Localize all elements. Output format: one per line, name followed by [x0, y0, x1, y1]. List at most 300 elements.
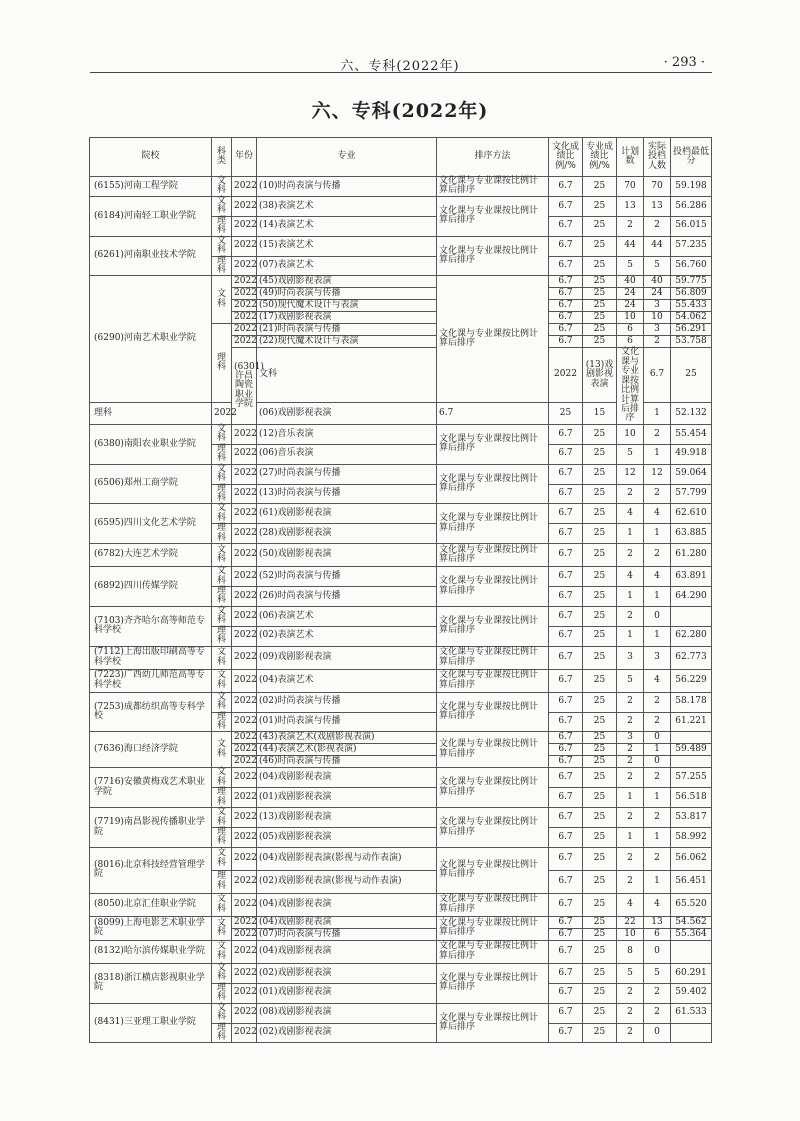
cell-major: (46)时尚表演与传播 [257, 756, 437, 768]
cell-ranking-method: 6.7 [437, 402, 549, 424]
cell-year: 2022 [232, 177, 257, 197]
cell-category: 文科 [212, 963, 232, 983]
cell-min-score: 57.255 [671, 768, 712, 788]
cell-major-ratio: 25 [583, 916, 617, 928]
cell-min-score: 59.198 [671, 177, 712, 197]
cell-category: 理科 [212, 828, 232, 848]
cell-major: (14)表演艺术 [257, 216, 437, 236]
table-row [90, 196, 712, 216]
cell-min-score: 62.773 [671, 646, 712, 669]
cell-category: 理科 [212, 1023, 232, 1043]
cell-actual-admitted: 2 [644, 216, 671, 236]
cell-year: 2022 [232, 312, 257, 324]
cell-culture-ratio: 6.7 [549, 336, 583, 348]
cell-culture-ratio: 6.7 [549, 464, 583, 484]
cell-actual-admitted: 2 [644, 1003, 671, 1023]
running-title: 六、专科(2022年) [340, 59, 460, 74]
cell-min-score: 53.817 [671, 808, 712, 828]
cell-min-score: 56.760 [671, 256, 712, 276]
cell-year: 2022 [232, 940, 257, 963]
cell-major-ratio: 25 [583, 626, 617, 646]
cell-min-score: 55.433 [671, 300, 712, 312]
cell-category: 文科 [212, 847, 232, 870]
cell-culture-ratio: 6.7 [549, 276, 583, 288]
cell-ranking-method: 文化课与专业课按比例计算后排序 [437, 567, 549, 607]
cell-min-score: 25 [671, 348, 712, 402]
cell-major: 文科 [257, 348, 437, 402]
cell-actual-admitted: 0 [644, 940, 671, 963]
table-row [90, 1003, 712, 1023]
cell-actual-admitted: 5 [644, 963, 671, 983]
cell-culture-ratio: 6.7 [549, 524, 583, 544]
cell-culture-ratio: 6.7 [549, 808, 583, 828]
cell-plan-count: 2 [617, 768, 644, 788]
cell-ranking-method: 文化课与专业课按比例计算后排序 [437, 916, 549, 940]
cell-major: (50)戏剧影视表演 [257, 544, 437, 567]
cell-year: 2022 [232, 256, 257, 276]
cell-culture-ratio: 6.7 [549, 1023, 583, 1043]
cell-plan-count: 6 [617, 336, 644, 348]
cell-year: 2022 [232, 524, 257, 544]
cell-actual-admitted: 10 [644, 312, 671, 324]
cell-major-ratio: 25 [583, 606, 617, 626]
table-row [90, 276, 712, 288]
cell-major-ratio: 25 [583, 288, 617, 300]
cell-plan-count: 5 [617, 444, 644, 464]
cell-major: (04)表演艺术 [257, 669, 437, 692]
cell-category: 文科 [212, 464, 232, 484]
cell-year: 2022 [232, 983, 257, 1003]
cell-major: (02)戏剧影视表演 [257, 1023, 437, 1043]
cell-major-ratio: 25 [583, 940, 617, 963]
cell-actual-admitted: 13 [644, 916, 671, 928]
cell-major-ratio: 25 [583, 587, 617, 607]
cell-year: 2022 [232, 808, 257, 828]
cell-year: 2022 [232, 692, 257, 712]
cell-year: 2022 [232, 544, 257, 567]
cell-plan-count: 3 [617, 732, 644, 744]
cell-major: (01)时尚表演与传播 [257, 712, 437, 732]
cell-major: (21)时尚表演与传播 [257, 324, 437, 336]
cell-plan-count: 文化课与专业课按比例计算后排序 [617, 348, 644, 425]
cell-culture-ratio: 6.7 [549, 828, 583, 848]
cell-major-ratio: 25 [583, 336, 617, 348]
cell-min-score [671, 1023, 712, 1043]
table-row [90, 177, 712, 197]
cell-major-ratio: 25 [583, 646, 617, 669]
cell-year: 2022 [232, 788, 257, 808]
cell-plan-count: 1 [617, 587, 644, 607]
cell-year: 2022 [232, 928, 257, 940]
cell-major: (02)表演艺术 [257, 626, 437, 646]
table-row [90, 847, 712, 870]
cell-category: 文科 [212, 424, 232, 444]
cell-major-ratio: 25 [583, 828, 617, 848]
cell-category: 理科 [212, 983, 232, 1003]
cell-culture-ratio: 6.7 [549, 216, 583, 236]
cell-ranking-method: 文化课与专业课按比例计算后排序 [437, 669, 549, 692]
cell-culture-ratio: 6.7 [549, 606, 583, 626]
cell-major-ratio: 25 [583, 276, 617, 288]
cell-culture-ratio: 6.7 [549, 567, 583, 587]
cell-actual-admitted: 2 [644, 983, 671, 1003]
cell-major: (61)戏剧影视表演 [257, 504, 437, 524]
cell-min-score [671, 606, 712, 626]
table-row [90, 692, 712, 712]
cell-actual-admitted: 40 [644, 276, 671, 288]
cell-min-score: 61.280 [671, 544, 712, 567]
table-row [90, 606, 712, 626]
cell-institution: 理科 [90, 402, 212, 424]
cell-min-score: 59.775 [671, 276, 712, 288]
cell-institution: (6380)南阳农业职业学院 [90, 424, 212, 464]
cell-culture-ratio: 6.7 [549, 963, 583, 983]
cell-year: 2022 [232, 712, 257, 732]
cell-category: 文科 [212, 646, 232, 669]
cell-plan-count: 2 [617, 712, 644, 732]
cell-category: 2022 [212, 402, 232, 424]
cell-min-score: 56.518 [671, 788, 712, 808]
cell-year: 2022 [232, 236, 257, 256]
cell-year: 2022 [232, 587, 257, 607]
cell-ranking-method: 文化课与专业课按比例计算后排序 [437, 768, 549, 808]
cell-plan-count: 1 [617, 788, 644, 808]
cell-major-ratio: 25 [583, 692, 617, 712]
cell-major: (27)时尚表演与传播 [257, 464, 437, 484]
cell-category: 文科 [212, 669, 232, 692]
cell-min-score: 49.918 [671, 444, 712, 464]
cell-category: 文科 [212, 567, 232, 587]
cell-institution: (8016)北京科技经营管理学院 [90, 847, 212, 893]
cell-category: 文科 [212, 692, 232, 712]
cell-min-score [671, 940, 712, 963]
cell-category: 文科 [212, 196, 232, 216]
cell-plan-count: 10 [617, 312, 644, 324]
cell-year: 2022 [232, 1023, 257, 1043]
cell-ranking-method: 文化课与专业课按比例计算后排序 [437, 893, 549, 916]
table-row [90, 893, 712, 916]
table-row [90, 544, 712, 567]
cell-culture-ratio: 6.7 [549, 312, 583, 324]
cell-major-ratio: 25 [583, 928, 617, 940]
table-row [90, 236, 712, 256]
cell-culture-ratio: 6.7 [549, 669, 583, 692]
cell-major-ratio: 25 [583, 788, 617, 808]
cell-major: (04)戏剧影视表演 [257, 768, 437, 788]
cell-year: 2022 [232, 669, 257, 692]
cell-actual-admitted: 0 [644, 732, 671, 744]
cell-major: (04)戏剧影视表演 [257, 940, 437, 963]
cell-ranking-method: 文化课与专业课按比例计算后排序 [437, 1003, 549, 1043]
cell-institution: (6892)四川传媒学院 [90, 567, 212, 607]
cell-actual-admitted: 1 [644, 444, 671, 464]
cell-min-score: 59.064 [671, 464, 712, 484]
cell-category: 理科 [212, 216, 232, 236]
cell-actual-admitted: 2 [644, 808, 671, 828]
cell-plan-count: 2 [617, 216, 644, 236]
cell-culture-ratio: 6.7 [549, 236, 583, 256]
cell-culture-ratio: 6.7 [549, 893, 583, 916]
cell-min-score: 65.520 [671, 893, 712, 916]
cell-min-score: 52.132 [671, 402, 712, 424]
cell-institution: (8318)浙江横店影视职业学院 [90, 963, 212, 1003]
cell-actual-admitted: 0 [644, 1023, 671, 1043]
cell-year: 2022 [232, 276, 257, 288]
table-row [90, 669, 712, 692]
cell-culture-ratio: 6.7 [549, 324, 583, 336]
cell-category: 理科 [212, 870, 232, 893]
cell-ranking-method: 文化课与专业课按比例计算后排序 [437, 464, 549, 504]
cell-institution: (6155)河南工程学院 [90, 177, 212, 197]
col-year: 年份 [232, 138, 257, 177]
cell-institution: (6261)河南职业技术学院 [90, 236, 212, 276]
cell-actual-admitted: 1 [644, 524, 671, 544]
cell-category: 理科 [212, 484, 232, 504]
cell-category: 理科 [212, 444, 232, 464]
cell-culture-ratio: 6.7 [549, 424, 583, 444]
cell-major-ratio: 25 [583, 870, 617, 893]
cell-culture-ratio: 6.7 [549, 928, 583, 940]
cell-plan-count: 4 [617, 504, 644, 524]
page-title: 六、专科(2022年) [311, 100, 489, 122]
cell-major: (02)戏剧影视表演 [257, 963, 437, 983]
cell-category: 文科 [212, 276, 232, 324]
cell-min-score: 56.229 [671, 669, 712, 692]
table-row [90, 424, 712, 444]
cell-plan-count: 2 [617, 744, 644, 756]
cell-major-ratio: 25 [583, 768, 617, 788]
cell-actual-admitted: 2 [644, 847, 671, 870]
cell-plan-count: 2 [617, 870, 644, 893]
cell-major-ratio: 25 [583, 544, 617, 567]
cell-plan-count: 4 [617, 893, 644, 916]
cell-major: (22)现代魔术设计与表演 [257, 336, 437, 348]
cell-ranking-method: 文化课与专业课按比例计算后排序 [437, 963, 549, 1003]
cell-min-score: 64.290 [671, 587, 712, 607]
cell-major: (08)戏剧影视表演 [257, 1003, 437, 1023]
cell-major: (13)时尚表演与传播 [257, 484, 437, 504]
cell-culture-ratio: 6.7 [549, 484, 583, 504]
cell-institution: (6506)郑州工商学院 [90, 464, 212, 504]
cell-min-score: 58.178 [671, 692, 712, 712]
cell-institution: (7112)上海出版印刷高等专科学校 [90, 646, 212, 669]
cell-year: 2022 [232, 424, 257, 444]
cell-year: 2022 [232, 484, 257, 504]
cell-year: 2022 [232, 847, 257, 870]
cell-plan-count: 3 [617, 646, 644, 669]
cell-actual-admitted: 12 [644, 464, 671, 484]
cell-plan-count: 24 [617, 288, 644, 300]
cell-actual-admitted: 24 [644, 288, 671, 300]
cell-year: 2022 [232, 504, 257, 524]
cell-plan-count: 2 [617, 544, 644, 567]
cell-plan-count: 2 [617, 808, 644, 828]
cell-category: 文科 [212, 177, 232, 197]
cell-major-ratio: 25 [583, 1023, 617, 1043]
header-row [90, 138, 712, 177]
cell-major: (45)戏剧影视表演 [257, 276, 437, 288]
cell-actual-admitted: 4 [644, 893, 671, 916]
cell-ranking-method: 文化课与专业课按比例计算后排序 [437, 236, 549, 276]
cell-min-score: 55.364 [671, 928, 712, 940]
cell-year: 2022 [232, 646, 257, 669]
cell-category: 理科 [212, 256, 232, 276]
cell-min-score: 53.758 [671, 336, 712, 348]
cell-major: (07)时尚表演与传播 [257, 928, 437, 940]
cell-actual-admitted: 3 [644, 300, 671, 312]
cell-major-ratio: 25 [583, 444, 617, 464]
cell-actual-admitted: 70 [644, 177, 671, 197]
cell-actual-admitted: 2 [644, 336, 671, 348]
cell-min-score [671, 756, 712, 768]
cell-year: 2022 [232, 1003, 257, 1023]
cell-ranking-method: 文化课与专业课按比例计算后排序 [437, 544, 549, 567]
cell-plan-count: 5 [617, 669, 644, 692]
cell-major-ratio: 25 [583, 300, 617, 312]
cell-year: 2022 [232, 893, 257, 916]
cell-major-ratio: 25 [583, 712, 617, 732]
cell-major: (12)音乐表演 [257, 424, 437, 444]
cell-major: (13)戏剧影视表演 [257, 808, 437, 828]
cell-actual-admitted: 3 [644, 324, 671, 336]
cell-culture-ratio: 6.7 [549, 196, 583, 216]
cell-category: 文科 [212, 732, 232, 768]
cell-category: 文科 [212, 1003, 232, 1023]
cell-category: 文科 [212, 544, 232, 567]
cell-major-ratio: 25 [583, 524, 617, 544]
table-row [90, 567, 712, 587]
cell-institution: (7253)成都纺织高等专科学校 [90, 692, 212, 732]
cell-year: 2022 [232, 288, 257, 300]
cell-min-score: 56.015 [671, 216, 712, 236]
cell-min-score [671, 732, 712, 744]
cell-plan-count: 1 [617, 828, 644, 848]
cell-actual-admitted: 2 [644, 484, 671, 504]
cell-institution: (6782)大连艺术学院 [90, 544, 212, 567]
cell-ranking-method: 文化课与专业课按比例计算后排序 [437, 606, 549, 646]
cell-ranking-method: 文化课与专业课按比例计算后排序 [437, 808, 549, 848]
cell-actual-admitted: 2 [644, 692, 671, 712]
cell-year: 2022 [232, 444, 257, 464]
cell-plan-count: 10 [617, 928, 644, 940]
cell-major-ratio: 25 [583, 256, 617, 276]
cell-plan-count: 8 [617, 940, 644, 963]
cell-institution: (7716)安徽黄梅戏艺术职业学院 [90, 768, 212, 808]
cell-category: 理科 [212, 524, 232, 544]
cell-ranking-method: 文化课与专业课按比例计算后排序 [437, 504, 549, 544]
cell-actual-admitted: 1 [644, 788, 671, 808]
cell-category: 理科 [212, 712, 232, 732]
cell-actual-admitted: 2 [644, 424, 671, 444]
cell-major: (04)戏剧影视表演(影视与动作表演) [257, 847, 437, 870]
cell-plan-count: 70 [617, 177, 644, 197]
cell-major-ratio: 25 [583, 893, 617, 916]
cell-major: (52)时尚表演与传播 [257, 567, 437, 587]
cell-actual-admitted: 2 [644, 544, 671, 567]
cell-ranking-method: 文化课与专业课按比例计算后排序 [437, 940, 549, 963]
cell-major: (26)时尚表演与传播 [257, 587, 437, 607]
cell-plan-count: 4 [617, 567, 644, 587]
cell-min-score: 57.235 [671, 236, 712, 256]
cell-culture-ratio: 6.7 [549, 300, 583, 312]
cell-min-score: 61.221 [671, 712, 712, 732]
cell-year: 2022 [232, 732, 257, 744]
cell-culture-ratio: 6.7 [549, 847, 583, 870]
cell-institution: (6290)河南艺术职业学院 [90, 276, 212, 402]
cell-year: 2022 [232, 626, 257, 646]
cell-institution: (7719)南昌影视传播职业学院 [90, 808, 212, 848]
cell-min-score: 63.885 [671, 524, 712, 544]
cell-ranking-method: 文化课与专业课按比例计算后排序 [437, 424, 549, 464]
cell-actual-admitted: 4 [644, 669, 671, 692]
col-major: 专业 [257, 138, 437, 177]
cell-major: (06)音乐表演 [257, 444, 437, 464]
cell-ranking-method: 文化课与专业课按比例计算后排序 [437, 732, 549, 768]
cell-major-ratio: 25 [583, 324, 617, 336]
cell-major: (05)戏剧影视表演 [257, 828, 437, 848]
cell-institution: (7636)海口经济学院 [90, 732, 212, 768]
cell-major: (38)表演艺术 [257, 196, 437, 216]
cell-institution: (8050)北京汇佳职业学院 [90, 893, 212, 916]
cell-plan-count: 5 [617, 963, 644, 983]
cell-category: 文科 [212, 916, 232, 940]
cell-actual-admitted: 4 [644, 504, 671, 524]
cell-actual-admitted: 1 [644, 626, 671, 646]
cell-actual-admitted: 2 [644, 768, 671, 788]
cell-year: 2022 [232, 196, 257, 216]
cell-min-score: 54.062 [671, 312, 712, 324]
cell-culture-ratio: 6.7 [549, 744, 583, 756]
cell-major-ratio: 25 [583, 847, 617, 870]
col-culture-ratio: 文化成绩比例/% [549, 138, 583, 177]
cell-actual-admitted: 1 [644, 744, 671, 756]
cell-plan-count: 2 [617, 756, 644, 768]
cell-major-ratio: 25 [583, 504, 617, 524]
cell-actual-admitted: 0 [644, 756, 671, 768]
cell-actual-admitted: 2 [644, 712, 671, 732]
table-row [90, 768, 712, 788]
cell-major: (17)戏剧影视表演 [257, 312, 437, 324]
table-row [90, 464, 712, 484]
cell-major-ratio: 15 [583, 402, 617, 424]
cell-plan-count: 1 [617, 626, 644, 646]
cell-category: 文科 [212, 893, 232, 916]
cell-min-score: 58.992 [671, 828, 712, 848]
cell-major-ratio: 25 [583, 196, 617, 216]
cell-category: 文科 [212, 236, 232, 256]
cell-category: 文科 [212, 504, 232, 524]
cell-plan-count: 44 [617, 236, 644, 256]
cell-actual-admitted: 5 [644, 256, 671, 276]
cell-year: 2022 [232, 606, 257, 626]
cell-actual-admitted: 0 [644, 606, 671, 626]
cell-institution: (7223)广西幼儿师范高等专科学校 [90, 669, 212, 692]
cell-institution: (8431)三亚理工职业学院 [90, 1003, 212, 1043]
cell-plan-count: 2 [617, 1023, 644, 1043]
cell-major: (50)现代魔术设计与表演 [257, 300, 437, 312]
col-plan-count: 计划数 [617, 138, 644, 177]
cell-plan-count: 12 [617, 464, 644, 484]
cell-plan-count: 10 [617, 424, 644, 444]
cell-year: 2022 [232, 324, 257, 336]
cell-year: 2022 [232, 216, 257, 236]
cell-min-score: 56.809 [671, 288, 712, 300]
cell-institution: (6184)河南轻工职业学院 [90, 196, 212, 236]
cell-plan-count: 40 [617, 276, 644, 288]
cell-year: 2022 [232, 756, 257, 768]
cell-major-ratio: 25 [583, 424, 617, 444]
cell-major-ratio: 25 [583, 484, 617, 504]
